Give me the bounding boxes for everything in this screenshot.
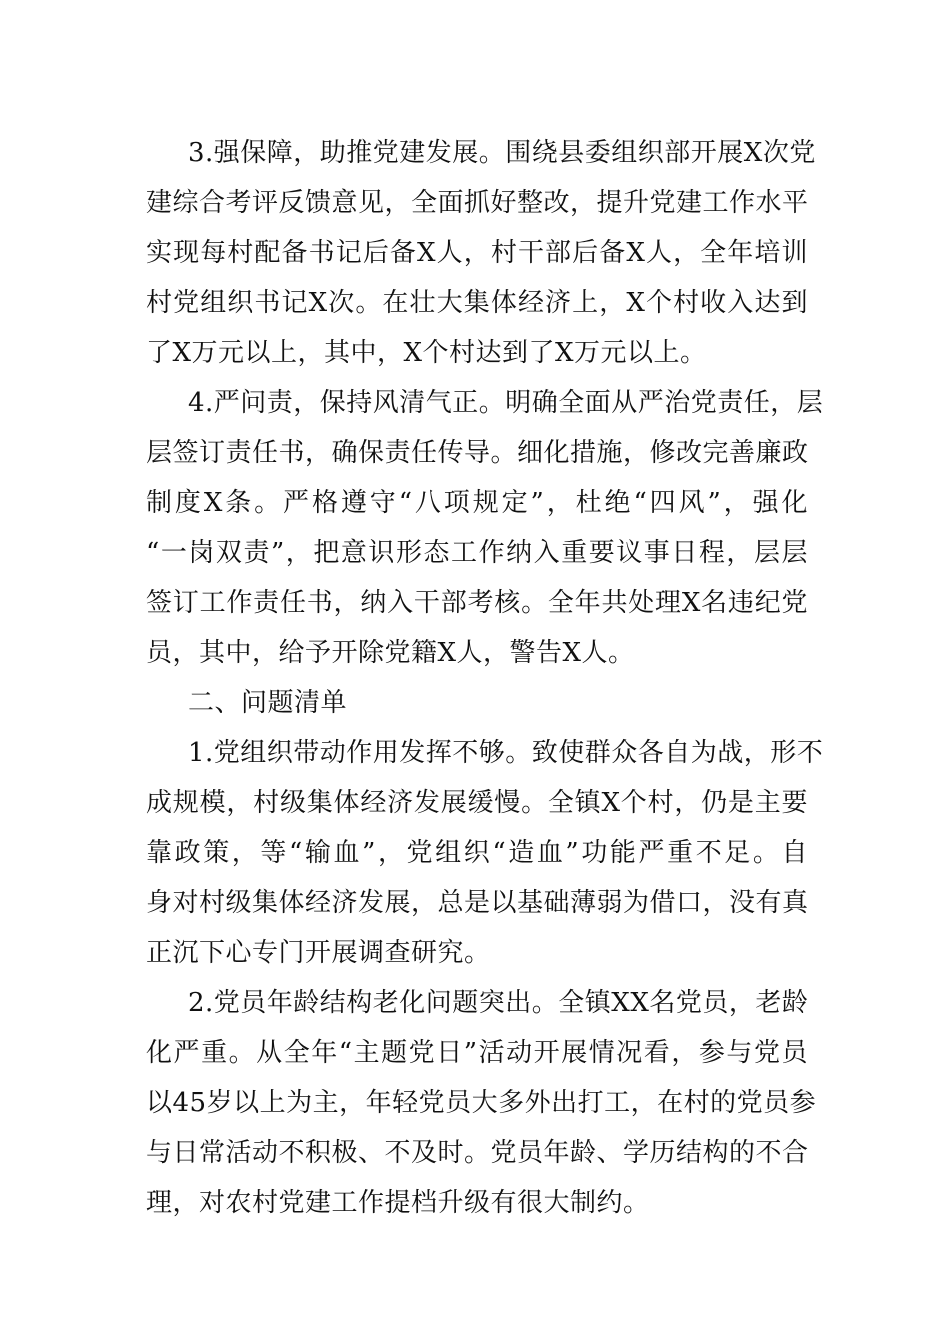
text-line: 理，对农村党建工作提档升级有很大制约。 — [146, 1188, 650, 1218]
text-line: 了X万元以上，其中，X个村达到了X万元以上。 — [146, 338, 707, 368]
paragraph-party-organization-role — [146, 728, 824, 978]
text-line: 建综合考评反馈意见，全面抓好整改，提升党建工作水平 — [146, 188, 809, 218]
text-line: 靠政策，等“输血”，党组织“造血”功能严重不足。自 — [146, 838, 808, 868]
text-line: 1.党组织带动作用发挥不够。致使群众各自为战，形不 — [188, 738, 824, 768]
text-line: 村党组织书记X次。在壮大集体经济上，X个村收入达到 — [146, 288, 808, 318]
text-line: 制度X条。严格遵守“八项规定”，杜绝“四风”，强化 — [146, 488, 808, 518]
text-line: 2.党员年龄结构老化问题突出。全镇XX名党员，老龄 — [188, 988, 809, 1018]
text-line: “一岗双责”，把意识形态工作纳入重要议事日程，层层 — [146, 538, 808, 568]
text-line: 正沉下心专门开展调查研究。 — [146, 938, 491, 968]
text-line: 身对村级集体经济发展，总是以基础薄弱为借口，没有真 — [146, 888, 809, 918]
document-body — [146, 128, 824, 1228]
paragraph-strengthen-guarantee — [146, 128, 816, 378]
text-line: 以45岁以上为主，年轻党员大多外出打工，在村的党员参 — [146, 1088, 817, 1118]
text-line: 层签订责任书，确保责任传导。细化措施，修改完善廉政 — [146, 438, 809, 468]
text-line: 化严重。从全年“主题党日”活动开展情况看，参与党员 — [146, 1038, 808, 1068]
paragraph-member-aging — [146, 978, 817, 1228]
text-line: 3.强保障，助推党建发展。围绕县委组织部开展X次党 — [188, 138, 816, 168]
text-line: 签订工作责任书，纳入干部考核。全年共处理X名违纪党 — [146, 588, 808, 618]
text-line: 实现每村配备书记后备X人，村干部后备X人，全年培训 — [146, 238, 808, 268]
section-heading-problem-list — [146, 678, 808, 728]
text-line: 成规模，村级集体经济发展缓慢。全镇X个村，仍是主要 — [146, 788, 808, 818]
text-line: 员，其中，给予开除党籍X人，警告X人。 — [146, 638, 635, 668]
section-heading: 二、问题清单 — [188, 688, 348, 718]
text-line: 4.严问责，保持风清气正。明确全面从严治党责任，层 — [188, 388, 824, 418]
paragraph-strict-accountability — [146, 378, 824, 678]
text-line: 与日常活动不积极、不及时。党员年龄、学历结构的不合 — [146, 1138, 809, 1168]
